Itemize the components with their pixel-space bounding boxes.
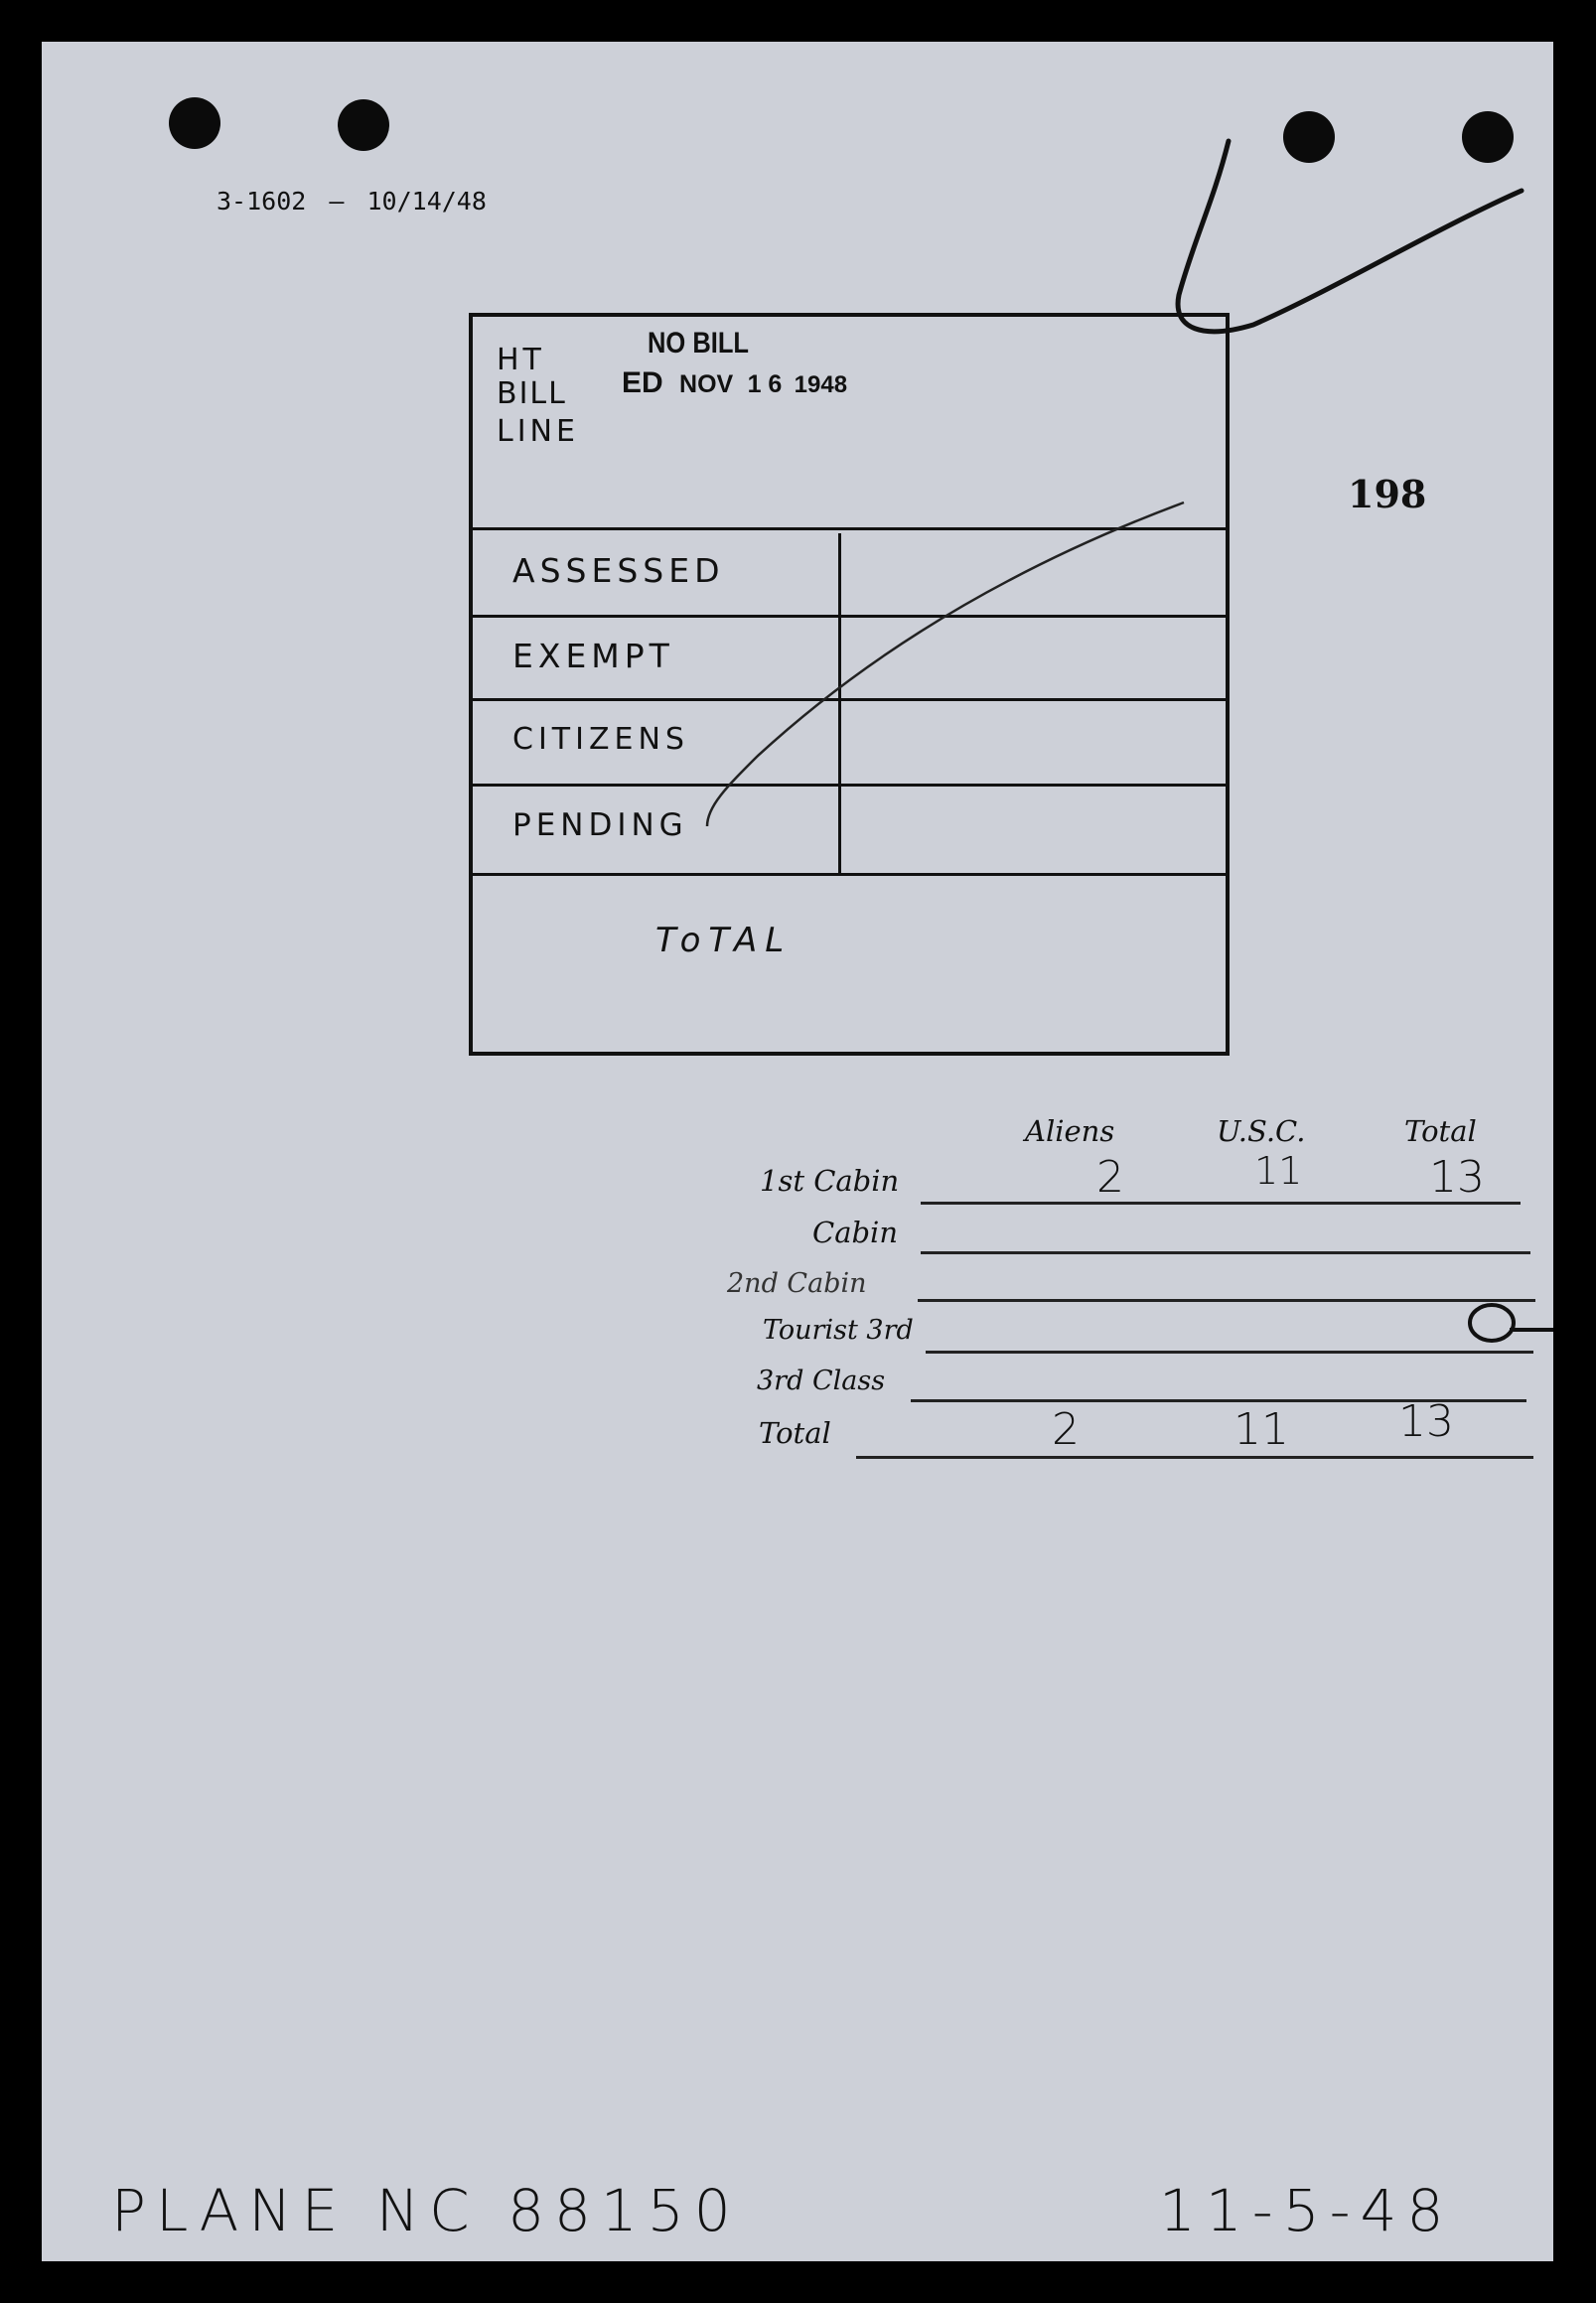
document-sheet [42, 42, 1553, 2261]
file-ref-date: 10/14/48 [366, 187, 487, 216]
page-number: 198 [1348, 472, 1427, 516]
row-rule [926, 1351, 1533, 1354]
column-header-total: Total [1404, 1114, 1477, 1148]
file-ref-dash: — [329, 187, 345, 216]
stamp-date-year: 1948 [794, 371, 848, 398]
row-label-pending: PENDING [512, 807, 688, 843]
stamp-no-bill: NO BILL [648, 327, 749, 360]
row-label-total: Total [759, 1416, 831, 1450]
stamp-date-day: 1 6 [747, 370, 783, 398]
row-label-3rd-class: 3rd Class [757, 1366, 886, 1396]
pen-checkmark [42, 42, 1553, 2261]
column-header-usc: U.S.C. [1217, 1114, 1306, 1148]
value-1st-cabin-usc: 11 [1254, 1149, 1303, 1193]
row-rule [918, 1299, 1535, 1302]
file-ref-number: 3-1602 [217, 187, 307, 216]
row-rule [921, 1251, 1530, 1254]
row-label-tourist-3rd: Tourist 3rd [763, 1315, 914, 1346]
stamp-billed-suffix: ED [622, 366, 663, 399]
handwritten-ht: HT [497, 343, 545, 377]
value-total-aliens: 2 [1052, 1404, 1080, 1455]
row-label-assessed: ASSESSED [512, 551, 725, 590]
plane-note: PLANE NC 88150 [111, 2177, 741, 2244]
row-label-cabin: Cabin [812, 1216, 898, 1249]
handwritten-line: LINE [497, 414, 579, 449]
total-label: ToTAL [655, 921, 793, 960]
row-label-2nd-cabin: 2nd Cabin [727, 1268, 867, 1299]
value-1st-cabin-aliens: 2 [1096, 1152, 1124, 1203]
handwritten-bill: BILL [497, 376, 567, 411]
date-note: 11-5-48 [1159, 2177, 1454, 2244]
value-total-total: 13 [1398, 1396, 1454, 1447]
row-label-exempt: EXEMPT [512, 637, 674, 675]
row-label-citizens: CITIZENS [512, 722, 689, 757]
stamp-date-month: NOV [679, 370, 734, 398]
row-label-1st-cabin: 1st Cabin [760, 1164, 900, 1198]
value-tourist-3rd-total [1480, 1301, 1488, 1315]
value-1st-cabin-total: 13 [1429, 1152, 1485, 1203]
value-total-usc: 11 [1233, 1404, 1289, 1455]
row-rule [856, 1456, 1533, 1459]
column-header-aliens: Aliens [1025, 1114, 1115, 1148]
